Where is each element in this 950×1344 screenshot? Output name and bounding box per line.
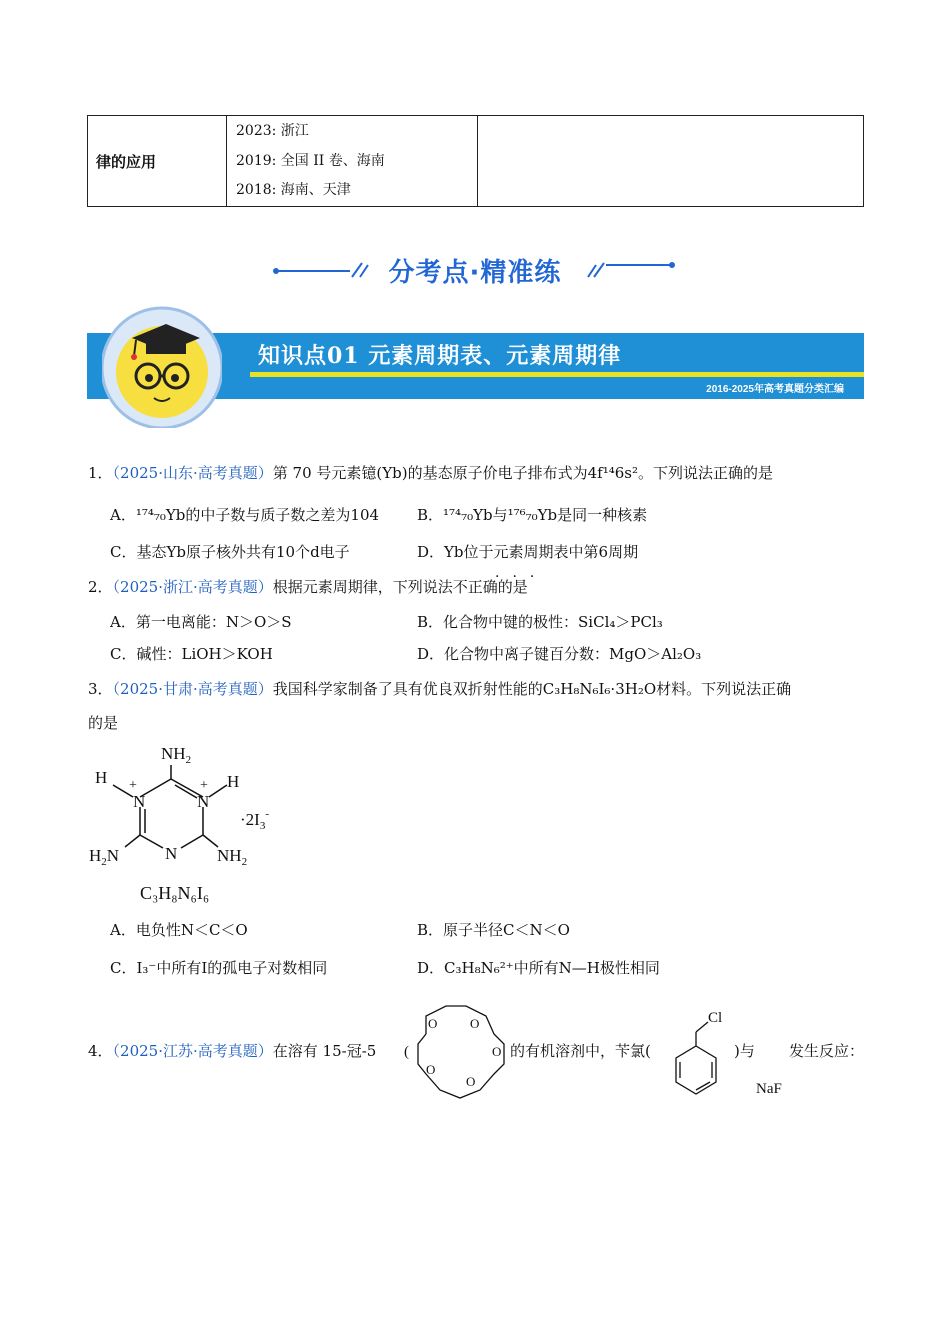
option-d: D．C₃H₈N₆²⁺中所有N—H极性相同	[417, 959, 660, 977]
svg-text:H: H	[227, 772, 240, 791]
molecule-structure	[85, 735, 285, 905]
question-stem: 我国科学家制备了具有优良双折射性能的C₃H₈N₆I₆·3H₂O材料。下列说法正确	[272, 680, 792, 698]
svg-text:O: O	[466, 1074, 476, 1089]
option-c: C．碱性：LiOH＞KOH	[110, 645, 273, 663]
option-d: D．Yb位于元素周期表中第6周期	[417, 543, 639, 561]
svg-text:O: O	[492, 1044, 502, 1059]
svg-text:·2I3-: $\cdot 2I_3^-$	[240, 808, 269, 832]
svg-text:O: O	[426, 1062, 436, 1077]
question-number: 2．	[88, 578, 113, 596]
benzyl-chloride-structure	[668, 1006, 736, 1096]
option-d: D．化合物中离子键百分数：MgO＞Al₂O₃	[417, 645, 702, 663]
table-year-line: 2023: 浙江	[236, 123, 309, 139]
option-c: C．I₃⁻中所有I的孤电子对数相同	[110, 959, 328, 977]
question-4-stem-b: 的有机溶剂中，苄氯(	[510, 1042, 651, 1060]
svg-text:NH2: $NH_2$	[161, 744, 192, 766]
emphasis-dots: ···	[495, 569, 548, 585]
question-number: 4．	[88, 1042, 113, 1060]
question-source: （2025·山东·高考真题）	[112, 464, 273, 482]
question-source: （2025·浙江·高考真题）	[112, 578, 273, 596]
svg-text:NH2: $NH_2$	[217, 846, 248, 868]
formula-caption: C₃H₈N₆I₆	[140, 883, 210, 903]
banner-title: 知识点01 元素周期表、元素周期律	[258, 343, 622, 369]
svg-text:Cl: Cl	[708, 1010, 723, 1026]
svg-text:N: N	[197, 792, 210, 811]
svg-text:O: O	[428, 1016, 438, 1031]
reagent-naf: NaF	[756, 1081, 782, 1097]
svg-text:+: +	[129, 778, 137, 793]
option-b: B．¹⁷⁴₇₀Yb与¹⁷⁶₇₀Yb是同一种核素	[417, 506, 648, 524]
option-c: C．基态Yb原子核外共有10个d电子	[110, 543, 350, 561]
option-b: B．原子半径C＜N＜O	[417, 921, 570, 939]
table-year-line: 2019: 全国 II 卷、海南	[236, 153, 385, 169]
question-3-stem-continued: 的是	[88, 714, 119, 732]
option-a: A．¹⁷⁴₇₀Yb的中子数与质子数之差为104	[110, 506, 380, 524]
banner-subtitle: 2016-2025年高考真题分类汇编	[706, 384, 844, 395]
question-2	[88, 577, 528, 597]
section-title: 分考点·精准练	[388, 258, 562, 288]
svg-text:+: +	[200, 778, 208, 793]
table-year-line: 2018: 海南、天津	[236, 182, 351, 198]
table-label: 律的应用	[96, 153, 157, 171]
question-stem: 在溶有 15-冠-5	[272, 1042, 377, 1060]
question-source: （2025·江苏·高考真题）	[112, 1042, 273, 1060]
question-stem: 根据元素周期律，下列说法不正确的是	[272, 578, 528, 596]
title-right-ornament	[584, 255, 680, 281]
option-a: A．第一电离能：N＞O＞S	[110, 613, 292, 631]
svg-text:(: (	[404, 1044, 409, 1060]
question-stem: 第 70 号元素镱(Yb)的基态原子价电子排布式为4f¹⁴6s²。下列说法正确的是	[272, 464, 773, 482]
question-4-stem-e: 发生反应：	[789, 1042, 865, 1060]
svg-text:N: N	[165, 844, 178, 863]
question-number: 1．	[88, 464, 113, 482]
question-3	[88, 679, 791, 699]
question-4	[88, 1041, 376, 1061]
svg-text:O: O	[470, 1016, 480, 1031]
owl-mascot-icon	[102, 302, 222, 428]
svg-text:H2N: $H_2N$	[89, 846, 120, 868]
option-b: B．化合物中键的极性：SiCl₄＞PCl₃	[417, 613, 663, 631]
summary-table	[87, 115, 864, 207]
question-4-stem-c: )与	[734, 1042, 755, 1060]
question-1	[88, 463, 773, 483]
svg-text:H: H	[95, 768, 108, 787]
option-a: A．电负性N＜C＜O	[110, 921, 248, 939]
question-number: 3．	[88, 680, 113, 698]
question-source: （2025·甘肃·高考真题）	[112, 680, 273, 698]
crown-ether-structure	[400, 994, 520, 1104]
svg-text:N: N	[133, 792, 146, 811]
banner-underline	[250, 372, 864, 377]
